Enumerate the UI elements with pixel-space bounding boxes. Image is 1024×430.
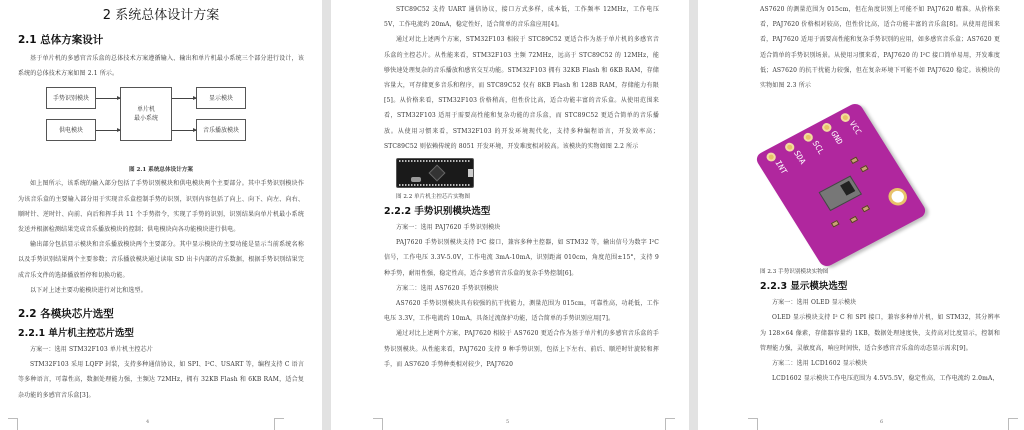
section-heading-2-2-2: 2.2.2 手势识别模块选型 <box>384 206 491 218</box>
section-heading-2-1: 2.1 总体方案设计 <box>18 34 104 46</box>
pin-label-sda: SDA <box>791 149 808 166</box>
section-heading-2-2-3: 2.2.3 显示模块选型 <box>760 281 848 293</box>
diagram-mcu-line2: 最小系统 <box>133 115 158 123</box>
paragraph-option-1: 方案一：选用 OLED 显示模块 <box>772 299 857 307</box>
paragraph-option-2: 方案二：选用 AS7620 手势识别模块 <box>396 284 499 292</box>
diagram-box-music: 音乐播放模块 <box>196 119 246 141</box>
arrow-icon <box>172 98 196 99</box>
sensor-chip <box>819 176 862 212</box>
page-corner-mark <box>373 418 383 430</box>
diagram-mcu-line1: 单片机 <box>136 106 155 114</box>
page-corner-mark <box>274 418 284 430</box>
paragraph-oled: OLED 显示模块支持 I² C 和 SPI 接口，兼容多种单片机，如 STM32，其分辨率为 128×64 像素，存储器容量约 1KB，数据处理速度快，支持高对比度显示，控制和管理能力强，灵敏度高，响应时间快，适合多感官音乐盒的动态显示需求[9]。 <box>760 314 1000 352</box>
paragraph-as7620: AS7620 手势识别模块具有较强的抗干扰能力，测量范围为 015cm，可靠性高，功耗低，工作电压 3.3V，工作电流约 10mA，具备过流保护功能，适合简单的手势识别应用[7]。 <box>384 300 659 323</box>
arrow-icon <box>96 98 120 99</box>
paragraph-option-1: 方案一：选用 PAJ7620 手势识别模块 <box>396 224 501 232</box>
paragraph-transition: 以下对上述主要功能模块进行对比和选型。 <box>30 286 147 294</box>
paragraph-intro: 基于单片机的多感官音乐盒的总体技术方案遵循输入、输出和单片机最小系统三个部分进行设计，该系统的总体技术方案如图 2.1 所示。 <box>18 55 304 78</box>
diagram-box-power: 供电模块 <box>46 119 96 141</box>
paragraph-gesture-comparison: 通过对比上述两个方案，PAJ7620 相较于 AS7620 更适合作为基于单片机的多感官音乐盒的手势识别模块。从性能来看，PAJ7620 支持 9 种手势识别，包括上下左右、前后、顺逆时针旋转和挥手，而 AS7620 手势种类相对较少，PAJ7620 <box>384 330 659 368</box>
pin-label-scl: SCL <box>810 139 827 157</box>
stm32-board-image <box>396 158 474 188</box>
pin-label-int: INT <box>773 159 789 176</box>
page-number: 6 <box>880 419 884 425</box>
page-corner-mark <box>665 418 675 430</box>
paragraph-lcd1602: LCD1602 显示模块工作电压范围为 4.5V5.5V，稳定性高，工作电流约 2.0mA， <box>772 375 999 383</box>
document-page-6 <box>698 0 1024 430</box>
pin-label-gnd: GND <box>828 129 845 147</box>
paragraph-paj7620: PAJ7620 手势识别模块支持 I²C 接口，兼容多种主控器，如 STM32 等，输出信号为数字 I²C 信号，工作电压 3.3V-5.0V，工作电流 3mA-10mA，识别距离 010cm，角度范围±15°，支持 9 种手势，耐用性强，稳定性高，适合多感官音乐盒的复杂手势控制[6]。 <box>384 239 659 277</box>
paragraph-stm32: STM32F103 采用 LQFP 封装，支持多种通信协议，如 SPI、I²C、USART 等，编程支持 C 语言等多种语言，可靠性高，数据处理能力强，主频达 72MHz，拥有 32KB Flash 和 6KB RAM，适合复杂功能的多感官音乐盒[3]。 <box>18 361 304 399</box>
section-heading-2-2-1: 2.2.1 单片机主控芯片选型 <box>18 328 134 340</box>
figure-caption-2-2: 图 2.2 单片机主控芯片实物图 <box>396 194 470 201</box>
system-block-diagram <box>46 83 246 161</box>
page-number: 4 <box>146 419 150 425</box>
paragraph-output: 输出部分包括显示模块和音乐播放模块两个主要部分。其中显示模块的主要功能是显示当前系统名称以及手势识别结果两个主要参数；音乐播放模块通过读取 SD 出卡内部的音乐数据，根据手势识别结果完成音乐文件的选择播放暂停和切换功能。 <box>18 241 304 279</box>
section-heading-2-2: 2.2 各模块芯片选型 <box>18 308 114 321</box>
paragraph-mcu-comparison: 通过对比上述两个方案，STM32F103 相较于 STC89C52 更适合作为基于单片机的多感官音乐盒的主控芯片。从性能来看，STM32F103 主频 72MHz，远高于 STC89C52 的 12MHz，能够快速处理复杂的音乐播放和感官交互功能。STM32F103 拥有 32KB Flash 和 6KB RAM，存储容量大，可存储更多音乐和程序，而 STC89C52 仅有 8KB Flash 和 128B RAM，存储能力有限[5]。从价格来看，STM32F103 价格稍高，但性价比高，适合功能丰富的音乐盒。从使用范围来看，STM32F103 适用于需要高性能和复杂功能的音乐盒，而 STC89C52 更适合简单的音乐播放。从使用习惯来看，STM32F103 的开发环境现代化，支持多种编程语言，开发效率高；STC89C52 则依赖传统的 8051 开发环境，开发难度相对较高。该模块的实物如图 2.2 所示 <box>384 36 659 150</box>
paragraph-input: 如上图所示，该系统的输入部分包括了手势识别模块和供电模块两个主要部分。其中手势识别模块作为该音乐盒的主要输入部分用于实现音乐盒控制手势的识别，识别内容包括了向上、向下、向左、向右、顺时针、逆时针、向前、向后和挥手共 11 个手势指令，实现了手势的识别，识别结果向单片机最小系统发送并根据检测结果完成音乐播放模块的控制；供电模块向各功能模块进行供电。 <box>18 180 304 234</box>
page-corner-mark <box>1008 418 1018 430</box>
paragraph-option-1: 方案一：选用 STM32F103 单片机主控芯片 <box>30 346 153 354</box>
page-corner-mark <box>8 418 18 430</box>
mounting-hole <box>885 185 910 209</box>
diagram-box-mcu <box>120 87 172 141</box>
gesture-sensor-image <box>760 99 1000 259</box>
paragraph-option-2: 方案二：选用 LCD1602 显示模块 <box>772 360 868 368</box>
sensor-board <box>754 101 928 269</box>
figure-caption-2-1: 图 2.1 系统总体设计方案 <box>129 167 193 174</box>
arrow-icon <box>172 130 196 131</box>
paragraph-stc89c52: STC89C52 支持 UART 通信协议，接口方式多样，成本低，工作频率 12MHz，工作电压 5V，工作电流约 20mA，稳定性好，适合简单的音乐盒应用[4]。 <box>384 6 659 29</box>
diagram-box-display: 显示模块 <box>196 87 246 109</box>
document-page-5 <box>331 0 689 430</box>
paragraph-gesture-comparison-cont: AS7620 的测量范围为 015cm，但在角度识别上可能不如 PAJ7620 精准。从价格来看，PAJ7620 价格相对较高，但性价比高，适合功能丰富的音乐盒[8]。从使用范围来看，PAJ7620 适用于需要高性能和复杂手势识别的应用，如多感官音乐盒；AS7620 更适合简单的手势识别场景。从使用习惯来看，PAJ7620 的 I²C 接口简单易用，开发难度低；AS7620 的抗干扰能力较强，但在复杂环境下可能不如 PAJ7620 稳定。该模块的实物如图 2.3 所示 <box>760 6 1000 90</box>
page-corner-mark <box>748 418 758 430</box>
chapter-title: 2 系统总体设计方案 <box>102 8 220 23</box>
figure-caption-2-3: 图 2.3 手势识别模块实物图 <box>760 269 829 276</box>
page-number: 5 <box>506 419 510 425</box>
arrow-icon <box>96 130 120 131</box>
pin-label-vcc: VCC <box>847 119 864 137</box>
document-page-4 <box>0 0 322 430</box>
diagram-box-gesture: 手势识别模块 <box>46 87 96 109</box>
